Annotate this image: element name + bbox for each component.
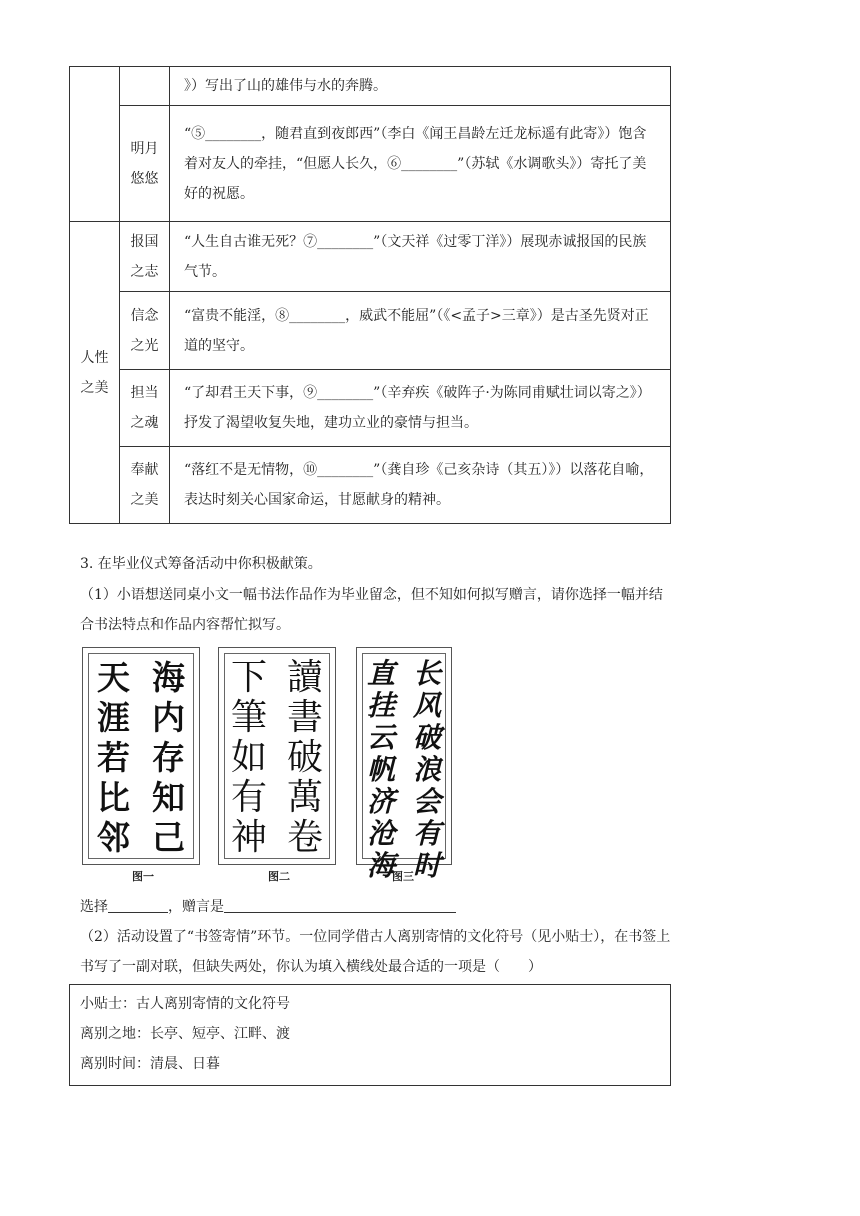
content-cell: “了却君王天下事，⑨________”（辛弃疾《破阵子·为陈同甫赋壮词以寄之》）抒发了渴望收复失地，建功立业的豪情与担当。 — [170, 370, 671, 447]
couplet-column-right: 海 内 存 知 己 — [152, 658, 185, 857]
figure-3-caption: 图三 — [392, 870, 414, 883]
group-cell-empty — [70, 67, 120, 222]
tips-box — [69, 984, 671, 1086]
couplet-column-right: 讀 書 破 萬 卷 — [286, 657, 323, 858]
poetry-table — [69, 66, 671, 524]
content-cell: “落红不是无情物，⑩________”（龚自珍《己亥杂诗（其五）》）以落花自喻，表达时刻关心国家命运，甘愿献身的精神。 — [170, 447, 671, 524]
choose-label: 选择 — [80, 899, 108, 915]
calligraphy-figure-2 — [218, 647, 336, 865]
gift-blank[interactable] — [224, 898, 456, 913]
table-row — [70, 292, 671, 370]
theme-cell: 奉献之美 — [120, 447, 170, 524]
theme-cell: 报国之志 — [120, 222, 170, 292]
content-cell: “人生自古谁无死？⑦________”（文天祥《过零丁洋》）展现赤诚报国的民族气节。 — [170, 222, 671, 292]
table-row — [70, 447, 671, 524]
tips-title: 小贴士：古人离别寄情的文化符号 — [80, 996, 290, 1012]
question-3-part-2: （2）活动设置了“书签寄情”环节。一位同学借古人离别寄情的文化符号（见小贴士），在书签上书写了一副对联，但缺失两处，你认为填入横线处最合适的一项是（ ） — [80, 929, 671, 975]
question-3-title: 3. 在毕业仪式筹备活动中你积极献策。 — [80, 556, 322, 572]
gift-label: ，赠言是 — [168, 899, 224, 915]
theme-cell: 明月悠悠 — [120, 106, 170, 222]
content-cell: “⑤________，随君直到夜郎西”（李白《闻王昌龄左迁龙标遥有此寄》）饱含着对友人的牵挂，“但愿人长久，⑥________”（苏轼《水调歌头》）寄托了美好的祝愿。 — [170, 106, 671, 222]
couplet-column-left: 下 筆 如 有 神 — [231, 657, 268, 858]
table-row — [70, 106, 671, 222]
couplet-column-right: 长 风 破 浪 会 有 时 — [412, 657, 441, 882]
theme-cell — [120, 67, 170, 106]
group-cell: 人性之美 — [70, 222, 120, 524]
couplet-column-left: 直 挂 云 帆 济 沧 海 — [367, 657, 396, 882]
table-row — [70, 370, 671, 447]
tips-place: 离别之地：长亭、短亭、江畔、渡 — [80, 1026, 290, 1042]
couplet-column-left: 天 涯 若 比 邻 — [97, 658, 130, 857]
answer-line — [80, 896, 456, 918]
table-row — [70, 222, 671, 292]
choice-blank[interactable] — [108, 898, 168, 913]
theme-cell: 担当之魂 — [120, 370, 170, 447]
content-cell: 》）写出了山的雄伟与水的奔腾。 — [170, 67, 671, 106]
question-3-part-1: （1）小语想送同桌小文一幅书法作品作为毕业留念，但不知如何拟写赠言，请你选择一幅并结合书法特点和作品内容帮忙拟写。 — [80, 587, 663, 633]
theme-cell: 信念之光 — [120, 292, 170, 370]
calligraphy-figure-1 — [82, 647, 200, 865]
table-row — [70, 67, 671, 106]
tips-time: 离别时间：清晨、日暮 — [80, 1056, 220, 1072]
figure-2-caption: 图二 — [268, 870, 290, 883]
figure-1-caption: 图一 — [132, 870, 154, 883]
content-cell: “富贵不能淫，⑧________，威武不能屈”（《<孟子>三章》）是古圣先贤对正道的坚守。 — [170, 292, 671, 370]
